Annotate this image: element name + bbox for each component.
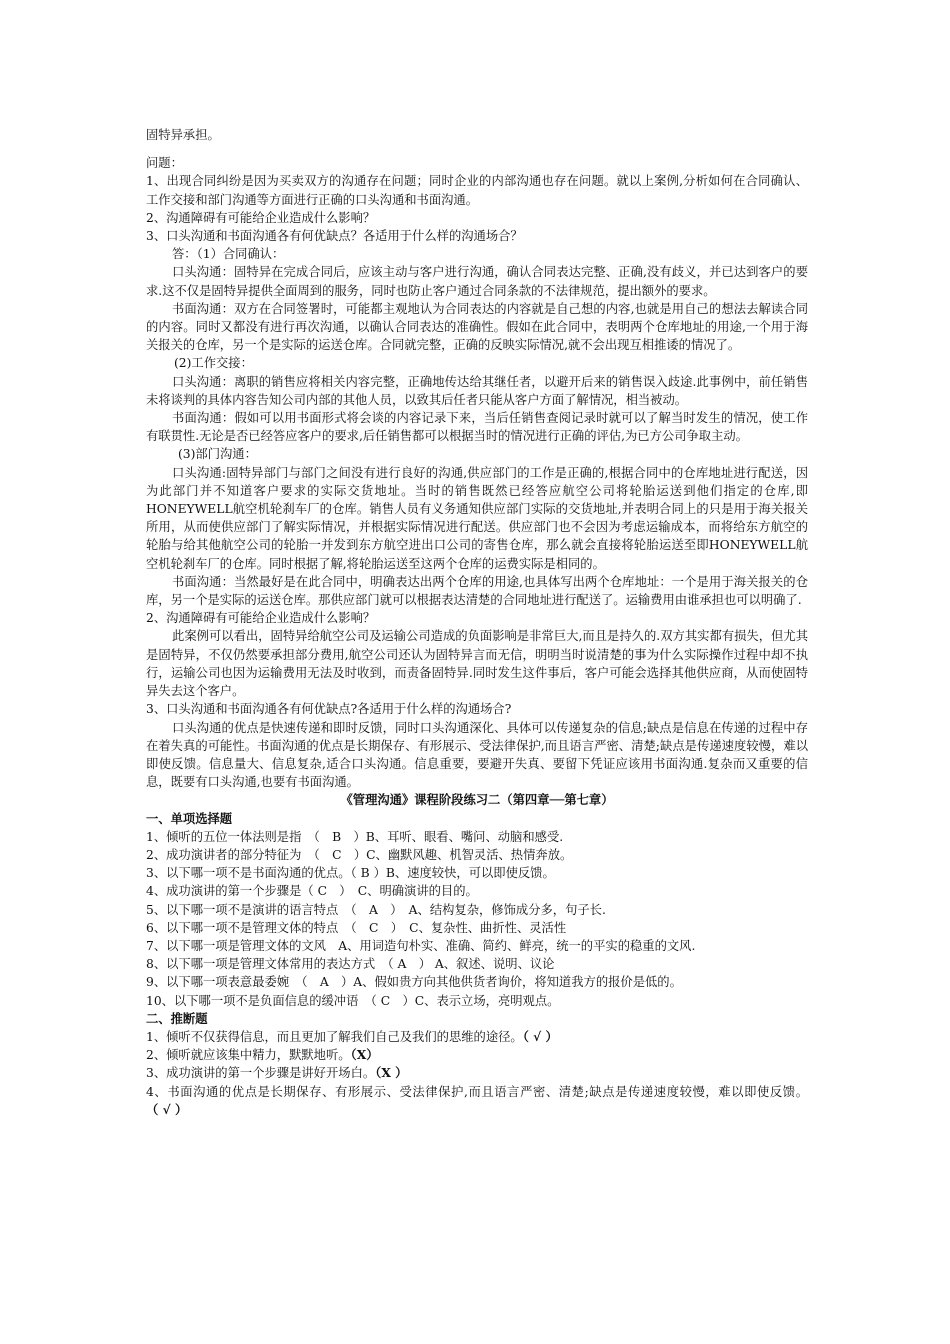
judgment-item <box>146 1083 808 1119</box>
judgment-mark: （X） <box>350 1047 379 1063</box>
choice-item: 4、成功演讲的第一个步骤是（ C ） C、明确演讲的目的。 <box>146 884 478 899</box>
question-label: 问题： <box>146 156 183 171</box>
choice-item: 1、倾听的五位一体法则是指 （ B ）B、耳听、眼看、嘴问、动脑和感受. <box>146 829 564 844</box>
choice-item: 5、以下哪一项不是演讲的语言特点 （ A ） A、结构复杂，修饰成分多，句子长. <box>146 902 606 917</box>
choice-item: 8、以下哪一项是管理文体常用的表达方式 （ A ） A、叙述、说明、议论 <box>146 957 555 972</box>
section-heading-single-choice: 一、单项选择题 <box>146 811 233 826</box>
question-3-repeat: 3、口头沟通和书面沟通各有何优缺点?各适用于什么样的沟通场合? <box>146 702 512 717</box>
question-3: 3、口头沟通和书面沟通各有何优缺点？各适用于什么样的沟通场合？ <box>146 229 523 244</box>
judgment-item <box>146 1064 808 1082</box>
choice-item: 9、以下哪一项表意最委婉 （ A ）A、假如贵方向其他供货者询价，将知道我方的报价是低的。 <box>146 975 682 990</box>
document-page <box>146 126 808 1119</box>
judgment-mark: （ √ ） <box>146 1101 188 1117</box>
question-2-answer: 此案例可以看出，固特异给航空公司及运输公司造成的负面影响是非常巨大,而且是持久的.双方其实都有损失，但尤其是固特异，不仅仍然要承担部分费用,航空公司还认为固特异言而无信，明明当时说清楚的事为什么实际操作过程中却不执行，运输公司也因为运输费用无法及时收到，而责备固特异.同时发生这件事后，客户可能会选择其他供应商，从而使固特异失去这个客户。 <box>146 629 808 699</box>
answer-3-written: 书面沟通：当然最好是在此合同中，明确表达出两个仓库的用途,也具体写出两个仓库地址：一个是用于海关报关的仓库，另一个是实际的运送仓库。那供应部门就可以根据表达清楚的合同地址进行配送了。运输费用由谁承担也可以明确了. <box>146 574 808 608</box>
judgment-text: 2、倾听就应该集中精力，默默地听。 <box>146 1048 351 1063</box>
answer-1-oral: 口头沟通：固特异在完成合同后，应该主动与客户进行沟通，确认合同表达完整、正确,没有歧义，并已达到客户的要求.这不仅是固特异提供全面周到的服务，同时也防止客户通过合同条款的不法律规范，提出额外的要求。 <box>146 265 808 298</box>
section-heading-judgment: 二、推断题 <box>146 1011 208 1026</box>
intro-tail: 固特异承担。 <box>146 128 220 142</box>
choice-item: 2、成功演讲者的部分特征为 （ C ）C、幽默风趣、机智灵活、热情奔放。 <box>146 847 573 862</box>
answer-2-heading: (2)工作交接： <box>174 356 253 371</box>
answer-2-written: 书面沟通：假如可以用书面形式将会谈的内容记录下来，当后任销售查阅记录时就可以了解当时发生的情况，使工作有联贯性.无论是否已经答应客户的要求,后任销售都可以根据当时的情况进行正确的评估,为已方公司争取主动。 <box>146 411 808 444</box>
judgment-text: 1、倾听不仅获得信息，而且更加了解我们自己及我们的思维的途径。 <box>146 1029 523 1044</box>
judgment-text: 4、书面沟通的优点是长期保存、有形展示、受法律保护,而且语言严密、清楚;缺点是传递速度较慢，难以即使反馈。 <box>146 1084 808 1099</box>
answer-1-written: 书面沟通：双方在合同签署时，可能都主观地认为合同表达的内容就是自己想的内容,也就是用自己的想法去解读合同的内容。同时又都没有进行再次沟通，以确认合同表达的准确性。假如在此合同中，表明两个仓库地址的用途,一个用于海关报关的仓库，另一个是实际的运送仓库。合同就完整，正确的反映实际情况,就不会出现互相推诿的情况了。 <box>146 301 808 353</box>
choice-item: 3、以下哪一项不是书面沟通的优点。（ B ）B、速度较快，可以即使反馈。 <box>146 866 555 881</box>
judgment-mark: （X ） <box>375 1065 408 1081</box>
choice-item: 6、以下哪一项不是管理文体的特点 （ C ） C、复杂性、曲折性、灵活性 <box>146 920 567 935</box>
answer-3-heading: (3)部门沟通： <box>178 447 257 462</box>
answer-1-heading: 答：（1）合同确认： <box>172 247 285 262</box>
judgment-item <box>146 1046 808 1064</box>
exercise-title: 《管理沟通》课程阶段练习二（第四章──第七章） <box>340 793 614 808</box>
choice-item: 10、以下哪一项不是负面信息的缓冲语 （ C ）C、表示立场，亮明观点。 <box>146 993 560 1008</box>
judgment-mark: （ √ ） <box>522 1028 558 1044</box>
question-3-answer: 口头沟通的优点是快速传递和即时反馈，同时口头沟通深化、具体可以传递复杂的信息;缺点是信息在传递的过程中存在着失真的可能性。书面沟通的优点是长期保存、有形展示、受法律保护,而且语言严密、清楚;缺点是传递速度较慢，难以即使反馈。信息量大、信息复杂,适合口头沟通。信息重要，要避开失真、要留下凭证应该用书面沟通.复杂而又重要的信息，既要有口头沟通,也要有书面沟通。 <box>146 720 808 790</box>
question-2-repeat: 2、沟通障碍有可能给企业造成什么影响？ <box>146 611 376 626</box>
answer-3-oral: 口头沟通:固特异部门与部门之间没有进行良好的沟通,供应部门的工作是正确的,根据合同中的仓库地址进行配送，因为此部门并不知道客户要求的实际交货地址。当时的销售既然已经答应航空公司将轮胎运送到他们指定的仓库,即HONEYWELL航空机轮刹车厂的仓库。销售人员有义务通知供应部门实际的交货地址,并表明合同上的只是用于海关报关所用，从而使供应部门了解实际情况，并根据实际情况进行配送。供应部门也不会因为考虑运输成本，而将给东方航空的轮胎与给其他航空公司的轮胎一并发到东方航空进出口公司的寄售仓库，那么就会直接将轮胎运送至即HONEYWELL航空机轮刹车厂的仓库。同时根据了解,将轮胎运送至这两个仓库的运费实际是相同的。 <box>146 465 808 571</box>
judgment-text: 3、成功演讲的第一个步骤是讲好开场白。 <box>146 1066 376 1081</box>
question-2: 2、沟通障碍有可能给企业造成什么影响？ <box>146 210 376 225</box>
choice-item: 7、以下哪一项是管理文体的文风 A、用词造句朴实、准确、简约、鲜亮，统一的平实的稳重的文风. <box>146 938 696 953</box>
judgment-item <box>146 1028 808 1046</box>
answer-2-oral: 口头沟通：离职的销售应将相关内容完整，正确地传达给其继任者，以避开后来的销售误入歧途.此事例中，前任销售未将谈判的具体内容告知公司内部的其他人员，以致其后任者只能从客户方面了解情况，相当被动。 <box>146 374 808 407</box>
question-1: 1、出现合同纠纷是因为买卖双方的沟通存在问题；同时企业的内部沟通也存在问题。就以上案例,分析如何在合同确认、工作交接和部门沟通等方面进行正确的口头沟通和书面沟通。 <box>146 174 808 207</box>
